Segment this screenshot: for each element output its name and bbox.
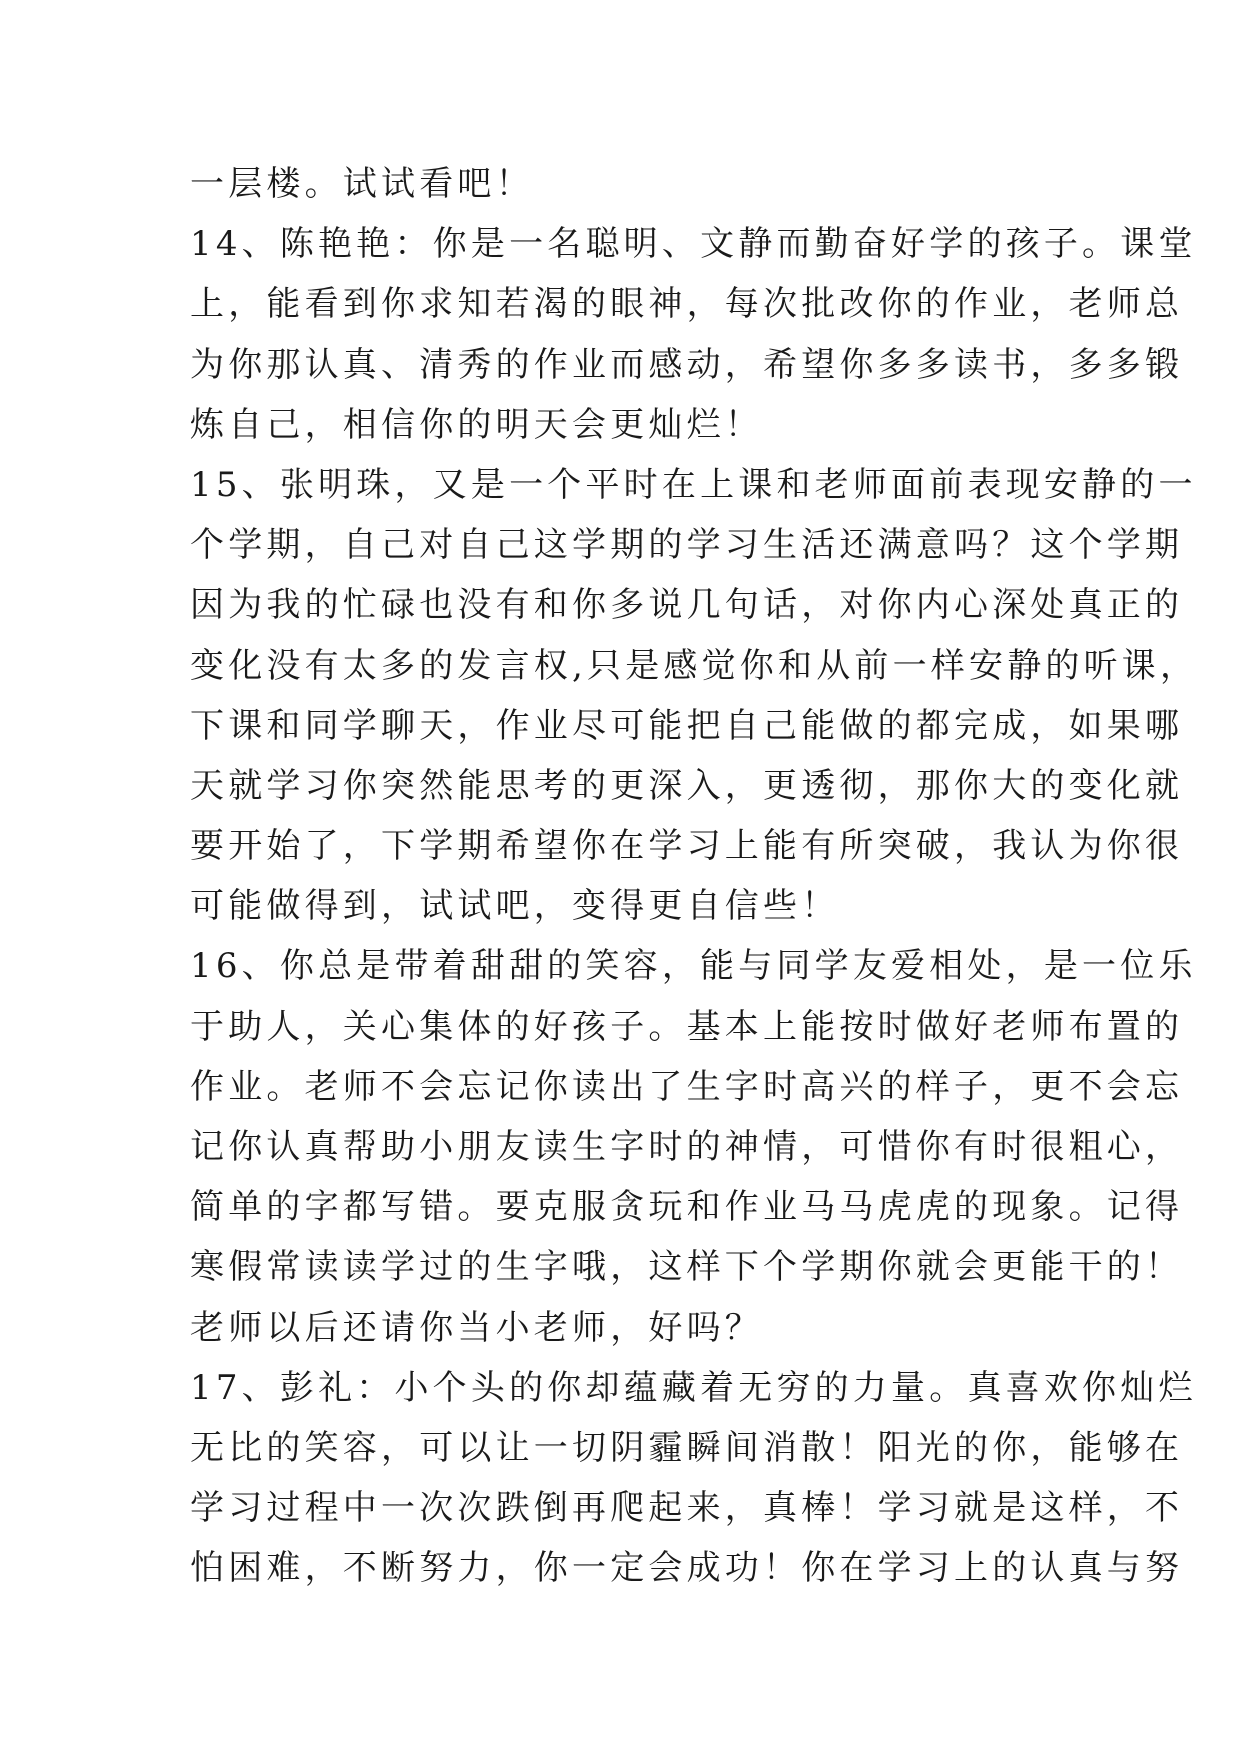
- text-line: 记你认真帮助小朋友读生字时的神情，可惜你有时很粗心，: [190, 1127, 1184, 1167]
- text-line: 老师以后还请你当小老师，好吗？: [190, 1307, 763, 1348]
- text-line: 可能做得到，试试吧，变得更自信些！: [190, 886, 840, 927]
- text-line: 变化没有太多的发言权,只是感觉你和从前一样安静的听课，: [190, 645, 1199, 686]
- text-line: 上，能看到你求知若渴的眼神，每次批改你的作业，老师总: [190, 284, 1184, 325]
- text-line: 16、你总是带着甜甜的笑容，能与同学友爱相处，是一位乐: [190, 946, 1197, 987]
- text-line: 为你那认真、清秀的作业而感动，希望你多多读书，多多锻: [190, 344, 1184, 385]
- text-line: 要开始了，下学期希望你在学习上能有所突破，我认为你很: [190, 826, 1184, 867]
- text-line: 个学期，自己对自己这学期的学习生活还满意吗？这个学期: [190, 525, 1184, 566]
- text-line: 炼自己，相信你的明天会更灿烂！: [190, 404, 763, 445]
- text-line: 14、陈艳艳：你是一名聪明、文静而勤奋好学的孩子。课堂: [190, 224, 1197, 265]
- document-body: [190, 154, 1199, 1599]
- text-line: 寒假常读读学过的生字哦，这样下个学期你就会更能干的！: [190, 1247, 1184, 1288]
- text-line: 怕困难，不断努力，你一定会成功！你在学习上的认真与努: [190, 1548, 1184, 1589]
- text-line: 17、彭礼：小个头的你却蕴藏着无穷的力量。真喜欢你灿烂: [190, 1367, 1197, 1408]
- text-line: 天就学习你突然能思考的更深入，更透彻，那你大的变化就: [190, 765, 1184, 806]
- text-line: 学习过程中一次次跌倒再爬起来，真棒！学习就是这样，不: [190, 1488, 1184, 1529]
- text-line: 一层楼。试试看吧！: [190, 164, 534, 204]
- text-line: 作业。老师不会忘记你读出了生字时高兴的样子，更不会忘: [190, 1066, 1184, 1107]
- text-line: 简单的字都写错。要克服贪玩和作业马马虎虎的现象。记得: [190, 1187, 1184, 1228]
- text-line: 于助人，关心集体的好孩子。基本上能按时做好老师布置的: [190, 1006, 1184, 1047]
- text-line: 因为我的忙碌也没有和你多说几句话，对你内心深处真正的: [190, 585, 1184, 626]
- text-line: 15、张明珠，又是一个平时在上课和老师面前表现安静的一: [190, 464, 1197, 505]
- text-line: 无比的笑容，可以让一切阴霾瞬间消散！阳光的你，能够在: [190, 1427, 1184, 1468]
- text-line: 下课和同学聊天，作业尽可能把自己能做的都完成，如果哪: [190, 705, 1184, 746]
